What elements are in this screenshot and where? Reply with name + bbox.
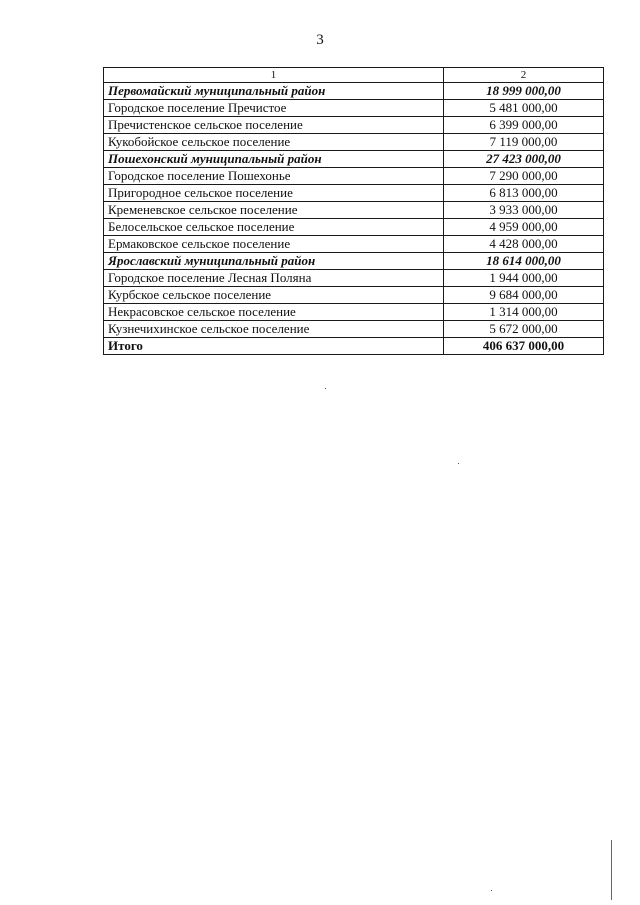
row-name: Ермаковское сельское поселение	[104, 236, 444, 253]
table-row	[104, 151, 604, 168]
row-name: Кузнечихинское сельское поселение	[104, 321, 444, 338]
scan-speck	[458, 463, 459, 464]
row-value: 5 672 000,00	[444, 321, 604, 338]
row-value: 6 813 000,00	[444, 185, 604, 202]
page-number: 3	[316, 32, 324, 48]
table-row	[104, 100, 604, 117]
row-name: Первомайский муниципальный район	[104, 83, 444, 100]
row-name: Некрасовское сельское поселение	[104, 304, 444, 321]
row-value: 6 399 000,00	[444, 117, 604, 134]
row-value: 1 944 000,00	[444, 270, 604, 287]
column-header-1: 1	[104, 68, 444, 83]
table-row	[104, 236, 604, 253]
table-row	[104, 117, 604, 134]
column-header-2: 2	[444, 68, 604, 83]
row-name: Пошехонский муниципальный район	[104, 151, 444, 168]
table-row	[104, 185, 604, 202]
row-value: 9 684 000,00	[444, 287, 604, 304]
table-row	[104, 287, 604, 304]
row-name: Ярославский муниципальный район	[104, 253, 444, 270]
scan-edge-mark	[611, 840, 612, 900]
row-name: Городское поселение Лесная Поляна	[104, 270, 444, 287]
total-row	[104, 338, 604, 355]
row-value: 7 290 000,00	[444, 168, 604, 185]
row-name: Пригородное сельское поселение	[104, 185, 444, 202]
table-row	[104, 202, 604, 219]
table-row	[104, 168, 604, 185]
table-header-row	[104, 68, 604, 83]
table-row	[104, 134, 604, 151]
table-row	[104, 219, 604, 236]
scan-speck	[491, 890, 492, 891]
row-value: 5 481 000,00	[444, 100, 604, 117]
table-row	[104, 270, 604, 287]
budget-table	[103, 67, 604, 355]
table-row	[104, 253, 604, 270]
row-name: Курбское сельское поселение	[104, 287, 444, 304]
total-label: Итого	[104, 338, 444, 355]
table-row	[104, 83, 604, 100]
row-value: 3 933 000,00	[444, 202, 604, 219]
table-body	[104, 68, 604, 355]
row-name: Кукобойское сельское поселение	[104, 134, 444, 151]
row-name: Пречистенское сельское поселение	[104, 117, 444, 134]
total-value: 406 637 000,00	[444, 338, 604, 355]
row-value: 18 999 000,00	[444, 83, 604, 100]
table-row	[104, 304, 604, 321]
row-name: Городское поселение Пошехонье	[104, 168, 444, 185]
row-value: 1 314 000,00	[444, 304, 604, 321]
row-value: 18 614 000,00	[444, 253, 604, 270]
row-value: 4 428 000,00	[444, 236, 604, 253]
row-value: 4 959 000,00	[444, 219, 604, 236]
table-row	[104, 321, 604, 338]
row-name: Городское поселение Пречистое	[104, 100, 444, 117]
row-value: 7 119 000,00	[444, 134, 604, 151]
row-name: Белосельское сельское поселение	[104, 219, 444, 236]
row-value: 27 423 000,00	[444, 151, 604, 168]
row-name: Кременевское сельское поселение	[104, 202, 444, 219]
scan-speck	[325, 388, 326, 389]
